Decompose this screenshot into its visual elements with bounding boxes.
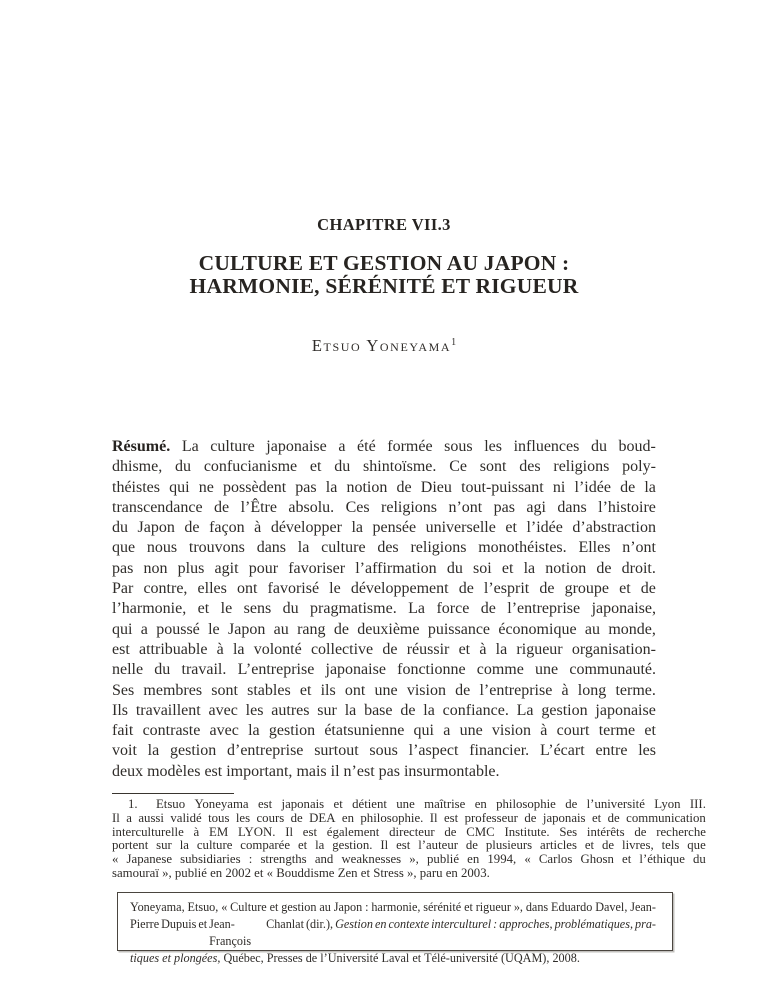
text-line: Il a aussi validé tous les cours de DEA en philosophie. Il est professeur de japonais et de communication: [112, 810, 706, 825]
text-line: Par contre, elles ont favorisé le développement de l’esprit de groupe et de: [112, 580, 656, 598]
text-line: dhisme, du confucianisme et du shintoïsme. Ce sont des religions poly-: [112, 458, 656, 476]
text-line: deux modèles est important, mais il n’est pas insurmontable.: [112, 762, 500, 780]
text-line: que nous trouvons dans la culture des religions monothéistes. Elles n’ont: [112, 539, 656, 557]
chapter-title: [92, 252, 676, 298]
chapter-label: CHAPITRE VII.3: [317, 215, 451, 234]
text-line: du Japon de façon à développer la pensée universelle et l’idée d’abstraction: [112, 519, 656, 537]
text-line: fait contraste avec la gestion étatsunienne qui a une vision à court terme et: [112, 722, 656, 740]
text-line: l’harmonie, et le sens du pragmatisme. La force de l’entreprise japonaise,: [112, 600, 656, 618]
text-line: Résumé. La culture japonaise a été formée sous les influences du boud-: [112, 438, 656, 455]
author-name: Etsuo Yoneyama: [311, 336, 452, 355]
text-line: tiques et plongées, Québec, Presses de l’Université Laval et Télé-université (UQAM), 2008.: [130, 951, 580, 965]
text-line: interculturelle à EM LYON. Il est également directeur de CMC Institute. Ses intérêts de recherche: [112, 824, 706, 839]
text-line: Ils travaillent avec les autres sur la base de la confiance. La gestion japonaise: [112, 701, 656, 719]
abstract-paragraph: [112, 437, 656, 782]
text-line: samouraï », publié en 2002 et « Bouddisme Zen et Stress », paru en 2003.: [112, 865, 490, 880]
text-line: voit la gestion d’entreprise surtout sous l’aspect financier. L’écart entre les: [112, 742, 656, 760]
text-line: Yoneyama, Etsuo, « Culture et gestion au Japon : harmonie, sérénité et rigueur », dans Eduardo Davel, Jean-: [130, 900, 656, 914]
text-line: Pierre Dupuis et Jean-François Chanlat (dir.), Gestion en contexte interculturel : approches, problématiques, pra-: [130, 917, 656, 948]
author-line: [112, 336, 656, 356]
text-line: pas non plus agit pour favoriser l’affirmation du soi et la notion de droit.: [112, 559, 656, 577]
title-line-1: CULTURE ET GESTION AU JAPON :: [198, 251, 570, 275]
footnote-block: [112, 798, 706, 881]
text-line: qui a poussé le Japon au rang de deuxième puissance économique au monde,: [112, 620, 656, 638]
text-line: 1. Etsuo Yoneyama est japonais et détient une maîtrise en philosophie de l’université Lyon III.: [128, 797, 706, 811]
text-line: nelle du travail. L’entreprise japonaise fonctionne comme une communauté.: [112, 661, 656, 679]
text-line: transcendance de l’Être absolu. Ces religions n’ont pas agi dans l’histoire: [112, 498, 656, 516]
text-line: portent sur la culture comparée et la gestion. Il est l’auteur de plusieurs articles et de livres, tels que: [112, 838, 706, 853]
text-line: est attribuable à la volonté collective de réussir et à la rigueur organisation-: [112, 640, 656, 658]
citation-box: [117, 892, 673, 965]
footnote-separator: [112, 793, 234, 794]
text-line: « Japanese subsidiaries : strengths and weaknesses », publié en 1994, « Carlos Ghosn et l’éthique du: [112, 852, 706, 867]
author-footnote-ref: 1: [451, 337, 457, 348]
text-line: Ses membres sont stables et ils ont une vision de l’entreprise à long terme.: [112, 681, 656, 699]
title-line-2: HARMONIE, SÉRÉNITÉ ET RIGUEUR: [189, 274, 579, 298]
text-line: théistes qui ne possèdent pas la notion de Dieu tout-puissant ni l’idée de la: [112, 478, 656, 496]
